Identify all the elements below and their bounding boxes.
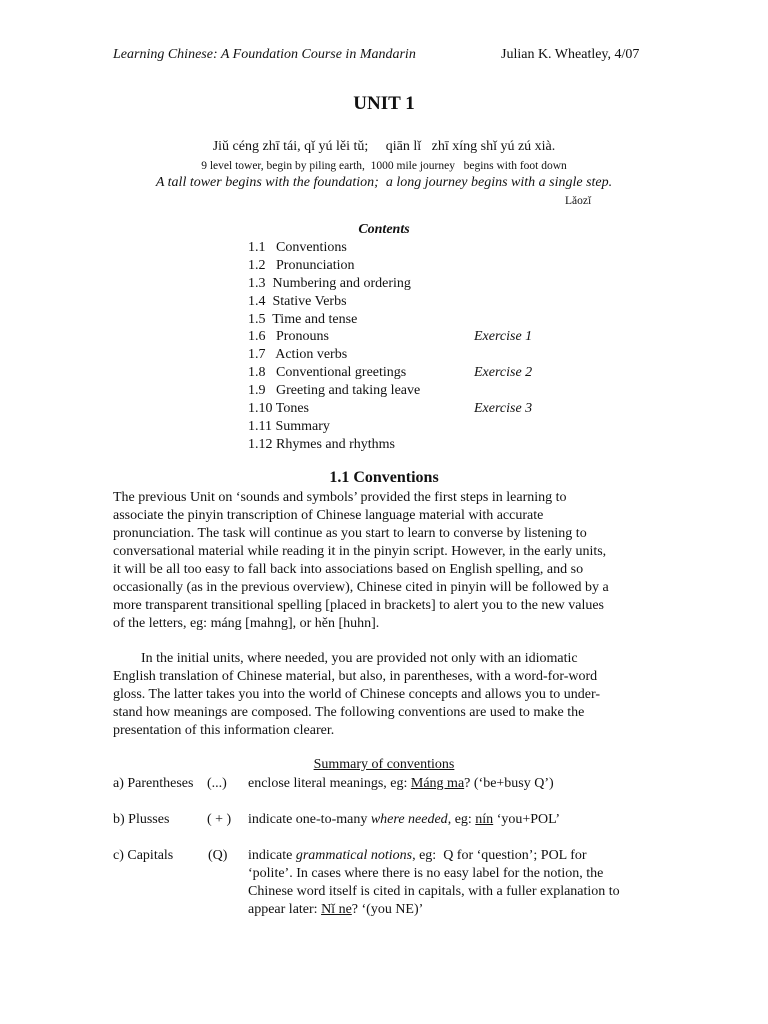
contents-title: Contents xyxy=(358,222,410,237)
toc-item-1-11[interactable]: 1.11 Summary xyxy=(248,419,330,434)
convention-a-label: a) Parentheses xyxy=(113,776,194,791)
desc-text: appear later: xyxy=(248,902,322,917)
author-date: Julian K. Wheatley, 4/07 xyxy=(501,47,640,62)
convention-b-label: b) Plusses xyxy=(113,812,170,827)
paragraph-1 xyxy=(113,489,653,633)
paragraph-line: more transparent transitional spelling [placed in brackets] to alert you to the new values xyxy=(113,598,605,613)
toc-item-1-6[interactable]: 1.6 Pronouns xyxy=(248,329,329,344)
desc-text: , eg: Q for ‘question’; POL for xyxy=(412,848,587,863)
paragraph-line: presentation of this information clearer. xyxy=(113,723,335,738)
emphasis-text: grammatical notions xyxy=(295,848,413,863)
summary-title: Summary of conventions xyxy=(313,757,455,772)
paragraph-line: conversational material while reading it in the pinyin script. However, in the early units, xyxy=(113,544,607,559)
paragraph-line: The previous Unit on ‘sounds and symbols’ provided the first steps in learning to xyxy=(113,490,567,505)
epigraph-gloss: 9 level tower, begin by piling earth, 1000 mile journey begins with foot down xyxy=(201,160,567,172)
toc-item-1-4[interactable]: 1.4 Stative Verbs xyxy=(248,294,347,309)
toc-item-1-3[interactable]: 1.3 Numbering and ordering xyxy=(248,276,411,291)
convention-c-description xyxy=(248,847,658,919)
desc-line: ‘polite’. In cases where there is no easy label for the notion, the xyxy=(248,866,604,881)
paragraph-line: occasionally (as in the previous overview), Chinese cited in pinyin will be followed by a xyxy=(113,580,609,595)
paragraph-line: In the initial units, where needed, you are provided not only with an idiomatic xyxy=(113,651,578,666)
toc-exercise-2[interactable]: Exercise 2 xyxy=(474,365,533,380)
example-text: nín xyxy=(475,812,494,827)
toc-exercise-3[interactable]: Exercise 3 xyxy=(474,401,533,416)
convention-b-symbol: ( + ) xyxy=(207,812,232,827)
emphasis-text: where needed xyxy=(370,812,448,827)
desc-text: enclose literal meanings, eg: xyxy=(248,776,411,791)
epigraph-translation: A tall tower begins with the foundation; a long journey begins with a single step. xyxy=(155,175,613,190)
desc-line: Chinese word itself is cited in capitals, with a fuller explanation to xyxy=(248,884,620,899)
paragraph-2 xyxy=(113,650,653,740)
example-text: Nǐ ne xyxy=(321,902,352,917)
toc-item-1-1[interactable]: 1.1 Conventions xyxy=(248,240,347,255)
paragraph-line: it will be all too easy to fall back into associations based on English spelling, and so xyxy=(113,562,584,577)
example-text: Máng ma xyxy=(410,776,465,791)
toc-item-1-10[interactable]: 1.10 Tones xyxy=(248,401,309,416)
toc-item-1-5[interactable]: 1.5 Time and tense xyxy=(248,312,358,327)
epigraph-author: Lǎozǐ xyxy=(565,195,592,207)
course-title: Learning Chinese: A Foundation Course in Mandarin xyxy=(113,47,416,62)
toc-item-1-9[interactable]: 1.9 Greeting and taking leave xyxy=(248,383,421,398)
desc-text: indicate xyxy=(248,848,296,863)
convention-b-description xyxy=(248,811,658,829)
paragraph-line: gloss. The latter takes you into the world of Chinese concepts and allows you to under- xyxy=(113,687,601,702)
toc-item-1-7[interactable]: 1.7 Action verbs xyxy=(248,347,348,362)
paragraph-line: English translation of Chinese material, but also, in parentheses, with a word-for-word xyxy=(113,669,598,684)
convention-c-symbol: (Q) xyxy=(208,848,228,863)
toc-item-1-8[interactable]: 1.8 Conventional greetings xyxy=(248,365,407,380)
paragraph-line: pronunciation. The task will continue as you start to learn to converse by listening to xyxy=(113,526,587,541)
desc-text: ‘you+POL’ xyxy=(493,812,561,827)
convention-a-symbol: (...) xyxy=(207,776,227,791)
desc-text: ? ‘(you NE)’ xyxy=(351,902,424,917)
toc-exercise-1[interactable]: Exercise 1 xyxy=(474,329,533,344)
toc-item-1-12[interactable]: 1.12 Rhymes and rhythms xyxy=(248,437,395,452)
paragraph-line: stand how meanings are composed. The following conventions are used to make the xyxy=(113,705,585,720)
convention-c-label: c) Capitals xyxy=(113,848,174,863)
desc-text: indicate one-to-many xyxy=(248,812,371,827)
convention-a-description xyxy=(248,775,658,793)
paragraph-line: of the letters, eg: máng [mahng], or hěn [huhn]. xyxy=(113,616,380,631)
desc-text: ? (‘be+busy Q’) xyxy=(464,776,554,791)
section-title: 1.1 Conventions xyxy=(329,469,439,486)
toc-item-1-2[interactable]: 1.2 Pronunciation xyxy=(248,258,355,273)
epigraph-pinyin: Jiǔ céng zhī tái, qǐ yú lěi tǔ; qiān lǐ zhī xíng shǐ yú zú xià. xyxy=(212,139,556,154)
paragraph-line: associate the pinyin transcription of Chinese language material with accurate xyxy=(113,508,544,523)
desc-text: , eg: xyxy=(447,812,476,827)
unit-title: UNIT 1 xyxy=(353,93,415,114)
